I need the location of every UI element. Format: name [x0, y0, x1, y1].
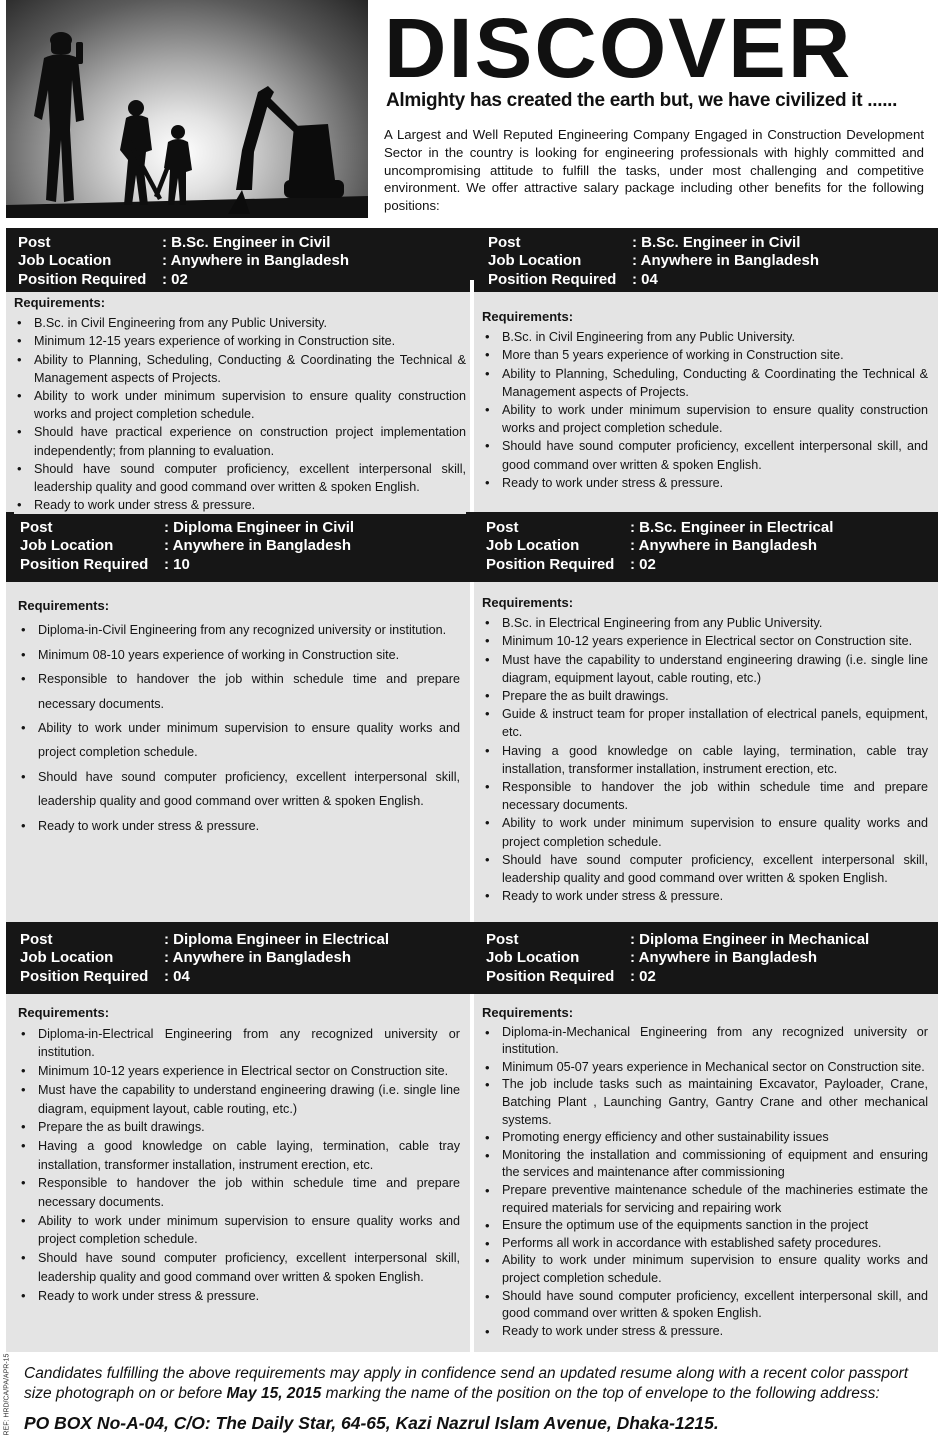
requirement-item: • Ready to work under stress & pressure.: [14, 496, 466, 514]
requirement-item: • The job include tasks such as maintaining Excavator, Payloader, Crane, Batching Plant , Launching Gantry, Gantry Crane and other mechanical systems.: [482, 1076, 928, 1129]
requirement-item: • Should have sound computer proficiency, excellent interpersonal skill, and good command over written & spoken English.: [482, 1288, 928, 1323]
location-label: Job Location: [488, 252, 582, 270]
requirement-item: • Must have the capability to understand engineering drawing (i.e. single line diagram, equipment layout, cable routing, etc.): [18, 1081, 460, 1118]
reference-code: REF: HRD/CA/PA/APR-15: [3, 1353, 11, 1436]
requirement-item: • Responsible to handover the job within schedule time and prepare necessary documents.: [18, 1174, 460, 1211]
requirement-item: • Should have sound computer proficiency, excellent interpersonal skill, leadership quality and good command over written & spoken English.: [14, 460, 466, 496]
requirement-item: • Ability to work under minimum supervision to ensure quality works and project completion schedule.: [18, 716, 460, 765]
post-value: : B.Sc. Engineer in Civil: [632, 234, 800, 252]
requirement-item: • Ready to work under stress & pressure.: [482, 887, 928, 905]
post-label: Post: [20, 931, 53, 948]
required-label: Position Required: [486, 555, 615, 573]
requirement-item: • Diploma-in-Civil Engineering from any recognized university or institution.: [18, 618, 460, 642]
workers-excavator-silhouette: [6, 0, 368, 218]
requirement-item: • Ability to work under minimum supervision to ensure quality construction works and project completion schedule.: [482, 401, 928, 437]
job-header-electrical-diploma: [20, 931, 389, 986]
requirement-item: • Must have the capability to understand engineering drawing (i.e. single line diagram, equipment layout, cable routing, etc.): [482, 651, 928, 687]
requirement-item: • Ability to work under minimum supervision to ensure quality works and project completion schedule.: [18, 1212, 460, 1249]
requirement-item: • Ability to work under minimum supervision to ensure quality works and project completion schedule.: [482, 814, 928, 850]
job-header-electrical-bsc: [486, 519, 833, 574]
requirement-item: • B.Sc. in Electrical Engineering from any Public University.: [482, 614, 928, 632]
requirement-item: • Ready to work under stress & pressure.: [18, 814, 460, 838]
location-value: : Anywhere in Bangladesh: [164, 949, 351, 967]
post-label: Post: [18, 234, 51, 251]
location-label: Job Location: [20, 949, 114, 967]
required-label: Position Required: [486, 967, 615, 985]
required-value: : 02: [630, 556, 656, 574]
requirement-item: • Ready to work under stress & pressure.: [482, 1323, 928, 1341]
requirement-item: • Ability to work under minimum supervision to ensure quality construction works and project completion schedule.: [14, 387, 466, 423]
requirements-list: [14, 314, 466, 514]
requirement-item: • Ability to Planning, Scheduling, Conducting & Coordinating the Technical & Management aspects of Projects.: [482, 365, 928, 401]
construction-silhouette-image: [6, 0, 368, 218]
post-value: : Diploma Engineer in Electrical: [164, 931, 389, 949]
required-value: : 04: [632, 271, 658, 289]
requirement-item: • Having a good knowledge on cable laying, termination, cable tray installation, transformer installation, instrument erection, etc.: [482, 742, 928, 778]
requirement-item: • Ability to work under minimum supervision to ensure quality works and project completion schedule.: [482, 1252, 928, 1287]
location-value: : Anywhere in Bangladesh: [630, 949, 817, 967]
post-label: Post: [488, 234, 521, 251]
column-divider-2: [470, 582, 474, 922]
post-label: Post: [486, 519, 519, 536]
requirements-list: [482, 1024, 928, 1341]
post-value: : B.Sc. Engineer in Electrical: [630, 519, 833, 537]
location-value: : Anywhere in Bangladesh: [632, 252, 819, 270]
requirement-item: • Ability to Planning, Scheduling, Conducting & Coordinating the Technical & Management aspects of Projects.: [14, 351, 466, 387]
requirements-heading: Requirements:: [18, 598, 110, 613]
requirements-heading: Requirements:: [482, 309, 574, 324]
requirement-item: • B.Sc. in Civil Engineering from any Public University.: [482, 328, 928, 346]
location-value: : Anywhere in Bangladesh: [164, 537, 351, 555]
post-value: : B.Sc. Engineer in Civil: [162, 234, 330, 252]
post-label: Post: [20, 519, 53, 536]
requirements-job-0: [14, 294, 466, 514]
requirement-item: • More than 5 years experience of working in Construction site.: [482, 346, 928, 364]
requirement-item: • Monitoring the installation and commissioning of equipment and ensuring the services and maintenance after commissioning: [482, 1147, 928, 1182]
requirement-item: • Should have sound computer proficiency, excellent interpersonal skill, leadership quality and good command over written & spoken English.: [18, 1249, 460, 1286]
requirement-item: • Diploma-in-Electrical Engineering from any recognized university or institution.: [18, 1025, 460, 1062]
job-header-civil-bsc-04: [488, 234, 819, 289]
requirement-item: • Minimum 12-15 years experience of working in Construction site.: [14, 332, 466, 350]
requirement-item: • Ready to work under stress & pressure.: [18, 1287, 460, 1306]
instructions-text-1: Candidates fulfilling the above requirements may apply in confidence send an updated resume along with a recent color passport size photograph on or before: [24, 1365, 909, 1402]
requirement-item: • Performs all work in accordance with established safety procedures.: [482, 1235, 928, 1253]
requirements-list: [482, 614, 928, 905]
requirement-item: • Prepare preventive maintenance schedule of the machineries estimate the required materials for servicing and repairing work: [482, 1182, 928, 1217]
requirement-item: • Responsible to handover the job within schedule time and prepare necessary documents.: [18, 667, 460, 716]
requirement-item: • Minimum 10-12 years experience in Electrical sector on Construction site.: [18, 1062, 460, 1081]
requirements-list: [482, 328, 928, 492]
deadline-date: May 15, 2015: [226, 1385, 322, 1402]
requirement-item: • B.Sc. in Civil Engineering from any Public University.: [14, 314, 466, 332]
intro-paragraph: A Largest and Well Reputed Engineering Company Engaged in Construction Development Sector in the country is looking for engineering professionals with highly committed and uncompromising attitude to fulfill the tasks, under most challenging and competitive environment. We offer attractive salary package including other benefits for the following positions:: [384, 127, 924, 214]
requirement-item: • Ready to work under stress & pressure.: [482, 474, 928, 492]
mailing-address: PO BOX No-A-04, C/O: The Daily Star, 64-65, Kazi Nazrul Islam Avenue, Dhaka-1215.: [24, 1413, 719, 1433]
requirements-heading: Requirements:: [14, 295, 106, 310]
location-value: : Anywhere in Bangladesh: [162, 252, 349, 270]
requirements-list: [18, 618, 460, 838]
required-value: : 10: [164, 556, 190, 574]
requirement-item: • Prepare the as built drawings.: [482, 687, 928, 705]
required-label: Position Required: [20, 967, 149, 985]
required-value: : 02: [162, 271, 188, 289]
requirement-item: • Diploma-in-Mechanical Engineering from any recognized university or institution.: [482, 1024, 928, 1059]
location-label: Job Location: [486, 949, 580, 967]
required-label: Position Required: [18, 270, 147, 288]
requirements-heading: Requirements:: [482, 1005, 574, 1020]
job-header-civil-diploma: [20, 519, 354, 574]
location-label: Job Location: [18, 252, 112, 270]
column-divider-3: [470, 994, 474, 1352]
requirement-item: • Having a good knowledge on cable laying, termination, cable tray installation, transformer installation, instrument erection, etc.: [18, 1137, 460, 1174]
requirements-job-2: [18, 594, 460, 838]
requirements-heading: Requirements:: [18, 1005, 110, 1020]
instructions-text-2: marking the name of the position on the top of envelope to the following address:: [321, 1385, 880, 1402]
requirement-item: • Ensure the optimum use of the equipments sanction in the project: [482, 1217, 928, 1235]
requirement-item: • Minimum 10-12 years experience in Electrical sector on Construction site.: [482, 632, 928, 650]
requirement-item: • Should have sound computer proficiency, excellent interpersonal skill, leadership quality and good command over written & spoken English.: [482, 851, 928, 887]
requirement-item: • Minimum 08-10 years experience of working in Construction site.: [18, 643, 460, 667]
location-value: : Anywhere in Bangladesh: [630, 537, 817, 555]
requirements-job-3: [482, 594, 928, 905]
column-divider-1: [470, 280, 474, 512]
requirements-job-5: [482, 1004, 928, 1340]
location-label: Job Location: [20, 537, 114, 555]
requirement-item: • Should have sound computer proficiency, excellent interpersonal skill, leadership quality and good command over written & spoken English.: [18, 765, 460, 814]
requirement-item: • Promoting energy efficiency and other sustainability issues: [482, 1129, 928, 1147]
post-value: : Diploma Engineer in Mechanical: [630, 931, 869, 949]
requirement-item: • Responsible to handover the job within schedule time and prepare necessary documents.: [482, 778, 928, 814]
ad-header: [0, 0, 948, 222]
post-value: : Diploma Engineer in Civil: [164, 519, 354, 537]
requirement-item: • Should have practical experience on construction project implementation independently; from planning to evaluation.: [14, 423, 466, 459]
job-header-civil-bsc-02: [18, 234, 349, 289]
requirements-job-1: [482, 308, 928, 492]
post-label: Post: [486, 931, 519, 948]
headline: DISCOVER: [384, 1, 853, 95]
requirement-item: • Prepare the as built drawings.: [18, 1118, 460, 1137]
required-value: : 02: [630, 968, 656, 986]
requirements-job-4: [18, 1004, 460, 1305]
application-instructions: [24, 1364, 934, 1404]
job-header-mechanical-diploma: [486, 931, 869, 986]
requirement-item: • Guide & instruct team for proper installation of electrical panels, equipment, etc.: [482, 705, 928, 741]
requirement-item: • Should have sound computer proficiency, excellent interpersonal skill, and good command over written & spoken English.: [482, 437, 928, 473]
requirements-heading: Requirements:: [482, 595, 574, 610]
required-label: Position Required: [20, 555, 149, 573]
required-value: : 04: [164, 968, 190, 986]
requirement-item: • Minimum 05-07 years experience in Mechanical sector on Construction site.: [482, 1059, 928, 1077]
tagline: Almighty has created the earth but, we have civilized it ......: [386, 90, 898, 111]
location-label: Job Location: [486, 537, 580, 555]
required-label: Position Required: [488, 270, 617, 288]
requirements-list: [18, 1025, 460, 1306]
